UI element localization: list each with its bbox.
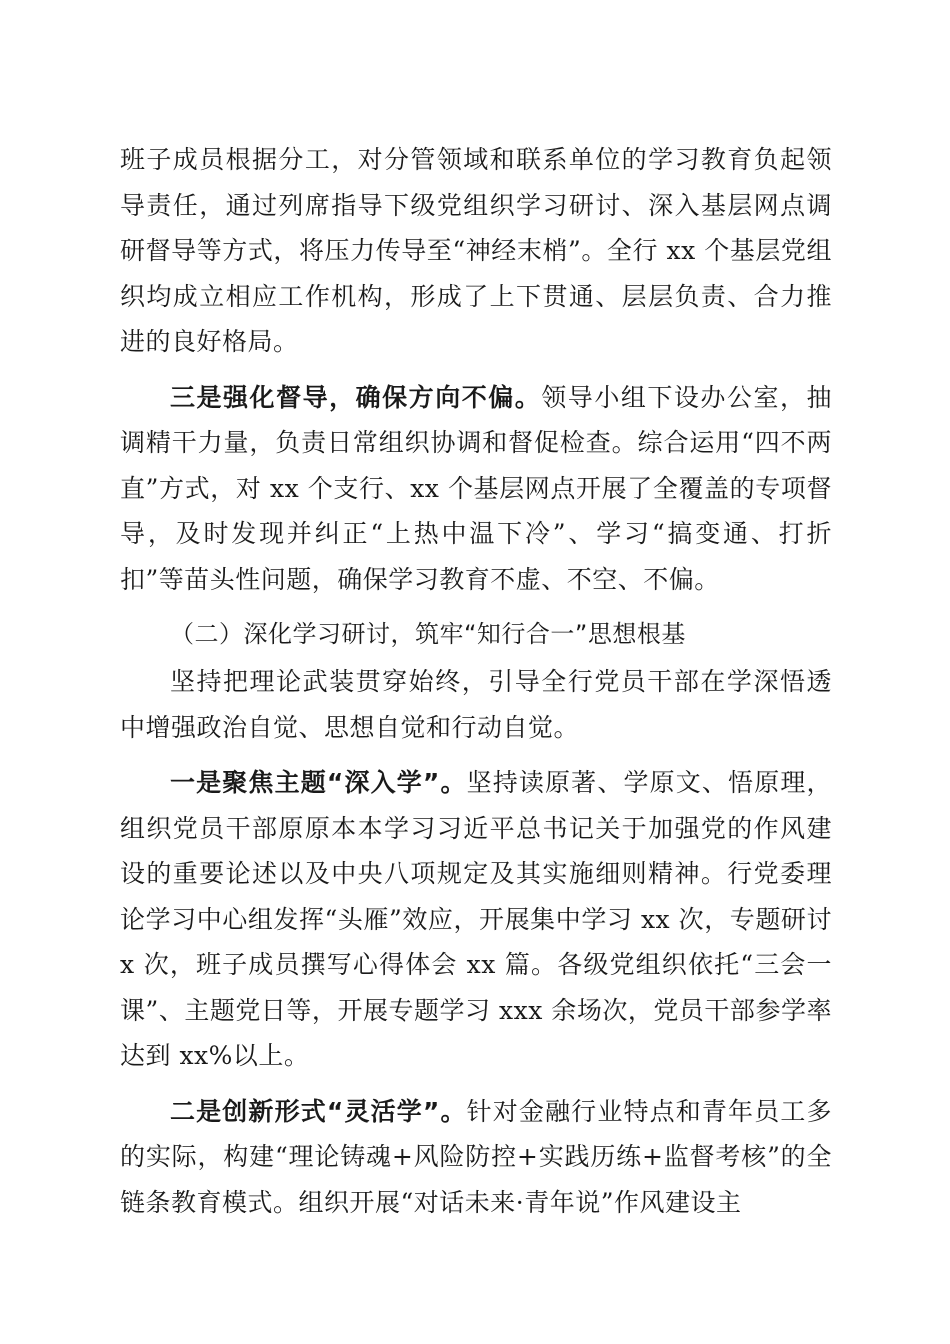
- paragraph-text: 针对金融行业特点和青年员工多的实际，构建“理论铸魂+风险防控+实践历练+监督考核”的全链条教育模式。组织开展“对话未来·青年说”作风建设主: [120, 1096, 832, 1217]
- paragraph-text: 领导小组下设办公室，抽调精干力量，负责日常组织协调和督促检查。综合运用“四不两直”方式，对 xx 个支行、xx 个基层网点开展了全覆盖的专项督导，及时发现并纠正“上热中温下冷”、学习“搞变通、打折扣”等苗头性问题，确保学习教育不虚、不空、不偏。: [120, 382, 832, 594]
- paragraph-lead: 一是聚焦主题“深入学”。: [170, 768, 467, 797]
- paragraph-text: 坚持把理论武装贯穿始终，引导全行党员干部在学深悟透中增强政治自觉、思想自觉和行动自觉。: [120, 667, 832, 742]
- section-intro: [120, 659, 832, 750]
- paragraph-item-focus: [120, 760, 832, 1079]
- section-heading: （二）深化学习研讨，筑牢“知行合一”思想根基: [170, 620, 686, 648]
- paragraph-text: 班子成员根据分工，对分管领域和联系单位的学习教育负起领导责任，通过列席指导下级党组织学习研讨、深入基层网点调研督导等方式，将压力传导至“神经末梢”。全行 xx 个基层党组织均成立相应工作机构，形成了上下贯通、层层负责、合力推进的良好格局。: [120, 145, 832, 356]
- paragraph-text: 坚持读原著、学原文、悟原理，组织党员干部原原本本学习习近平总书记关于加强党的作风建设的重要论述以及中央八项规定及其实施细则精神。行党委理论学习中心组发挥“头雁”效应，开展集中学习 xx 次，专题研讨 x 次，班子成员撰写心得体会 xx 篇。各级党组织依托“三会一课”、主题党日等，开展专题学习 xxx 余场次，党员干部参学率达到 xx%以上。: [120, 768, 832, 1070]
- paragraph-lead: 三是强化督导，确保方向不偏。: [170, 382, 542, 412]
- paragraph-supervision: [120, 375, 832, 603]
- document-body: [120, 137, 832, 1235]
- paragraph-continued: [120, 137, 832, 365]
- paragraph-item-innovate: [120, 1089, 832, 1226]
- paragraph-lead: 二是创新形式“灵活学”。: [170, 1096, 467, 1126]
